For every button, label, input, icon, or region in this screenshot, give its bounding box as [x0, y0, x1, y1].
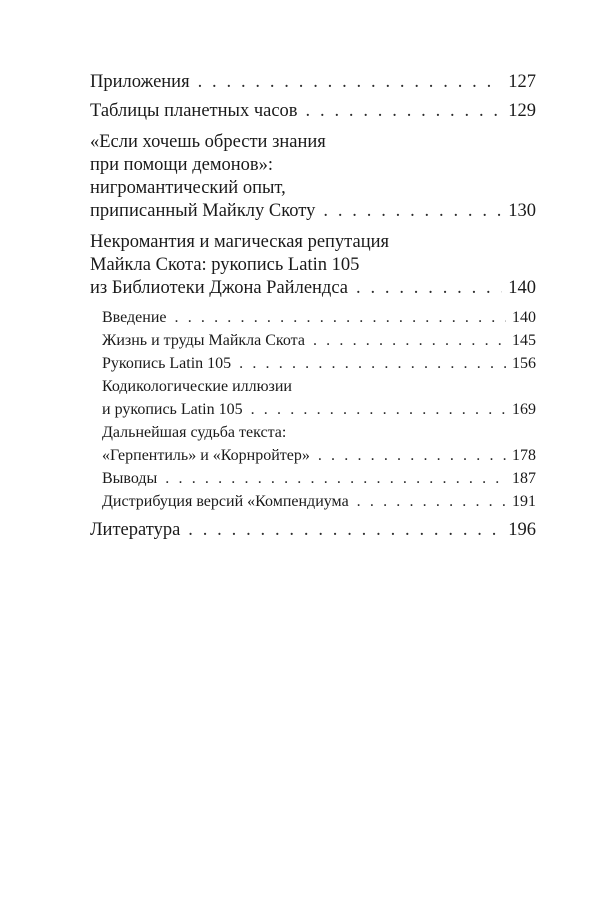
page-number: 140: [508, 278, 536, 298]
page-number: 127: [508, 72, 536, 92]
toc-title: Приложения: [90, 72, 190, 92]
toc-line: [102, 490, 536, 513]
dot-leader: [306, 100, 503, 123]
toc-line: [102, 398, 536, 421]
toc-line: [90, 100, 536, 123]
toc-title-line: приписанный Майклу Скоту: [90, 201, 316, 221]
toc-title-line: Дальнейшая судьба текста:: [102, 424, 287, 441]
toc-title: Жизнь и труды Майкла Скота: [102, 332, 305, 349]
table-of-contents: [90, 71, 536, 542]
dot-leader: [357, 490, 506, 513]
toc-title: Введение: [102, 309, 167, 326]
dot-leader: [318, 444, 506, 467]
toc-line: [102, 467, 536, 490]
toc-title-line: нигромантический опыт,: [90, 178, 286, 198]
toc-line: [90, 200, 536, 223]
page-number: 140: [512, 309, 536, 326]
toc-title: Дистрибуция версий «Компендиума: [102, 493, 349, 510]
toc-title-line: «Герпентиль» и «Корнройтер»: [102, 447, 310, 464]
toc-line: [102, 444, 536, 467]
toc-line: [90, 71, 536, 94]
toc-subentry-distribution: [90, 490, 536, 513]
page-number: 178: [512, 447, 536, 464]
toc-line: [102, 306, 536, 329]
toc-line: [102, 352, 536, 375]
page-number: 145: [512, 332, 536, 349]
page-number: 187: [512, 470, 536, 487]
toc-title-line: при помощи демонов»:: [90, 155, 274, 175]
dot-leader: [356, 277, 502, 300]
toc-title-line: Майкла Скота: рукопись Latin 105: [90, 255, 360, 275]
toc-entry-necromantic-experiment: [90, 131, 536, 223]
dot-leader: [323, 200, 502, 223]
toc-subentry-text-fate: [90, 421, 536, 467]
toc-title-line: из Библиотеки Джона Райлендса: [90, 278, 348, 298]
page-number: 196: [508, 520, 536, 540]
dot-leader: [313, 329, 506, 352]
toc-subentry-conclusions: [90, 467, 536, 490]
toc-subentry-codicological: [90, 375, 536, 421]
page-number: 129: [508, 101, 536, 121]
toc-title: Литература: [90, 520, 181, 540]
toc-subentry-manuscript: [90, 352, 536, 375]
toc-subentry-introduction: [90, 306, 536, 329]
dot-leader: [198, 71, 503, 94]
page-number: 191: [512, 493, 536, 510]
toc-title: Таблицы планетных часов: [90, 101, 298, 121]
toc-title: Выводы: [102, 470, 158, 487]
toc-entry-appendices: [90, 71, 536, 94]
dot-leader: [239, 352, 506, 375]
toc-subentry-life-works: [90, 329, 536, 352]
toc-title-line: Кодикологические иллюзии: [102, 378, 292, 395]
toc-title-line: Некромантия и магическая репутация: [90, 232, 390, 252]
toc-entry-planetary-hours: [90, 100, 536, 123]
toc-entry-necromancy-reputation: [90, 231, 536, 300]
page-number: 156: [512, 355, 536, 372]
dot-leader: [251, 398, 506, 421]
toc-entry-literature: [90, 519, 536, 542]
toc-line: [90, 277, 536, 300]
dot-leader: [175, 306, 507, 329]
toc-title-line: «Если хочешь обрести знания: [90, 132, 326, 152]
toc-title-line: и рукопись Latin 105: [102, 401, 243, 418]
dot-leader: [188, 519, 502, 542]
page-number: 169: [512, 401, 536, 418]
page-number: 130: [508, 201, 536, 221]
toc-line: [90, 519, 536, 542]
toc-line: [102, 329, 536, 352]
dot-leader: [165, 467, 506, 490]
toc-title: Рукопись Latin 105: [102, 355, 232, 372]
